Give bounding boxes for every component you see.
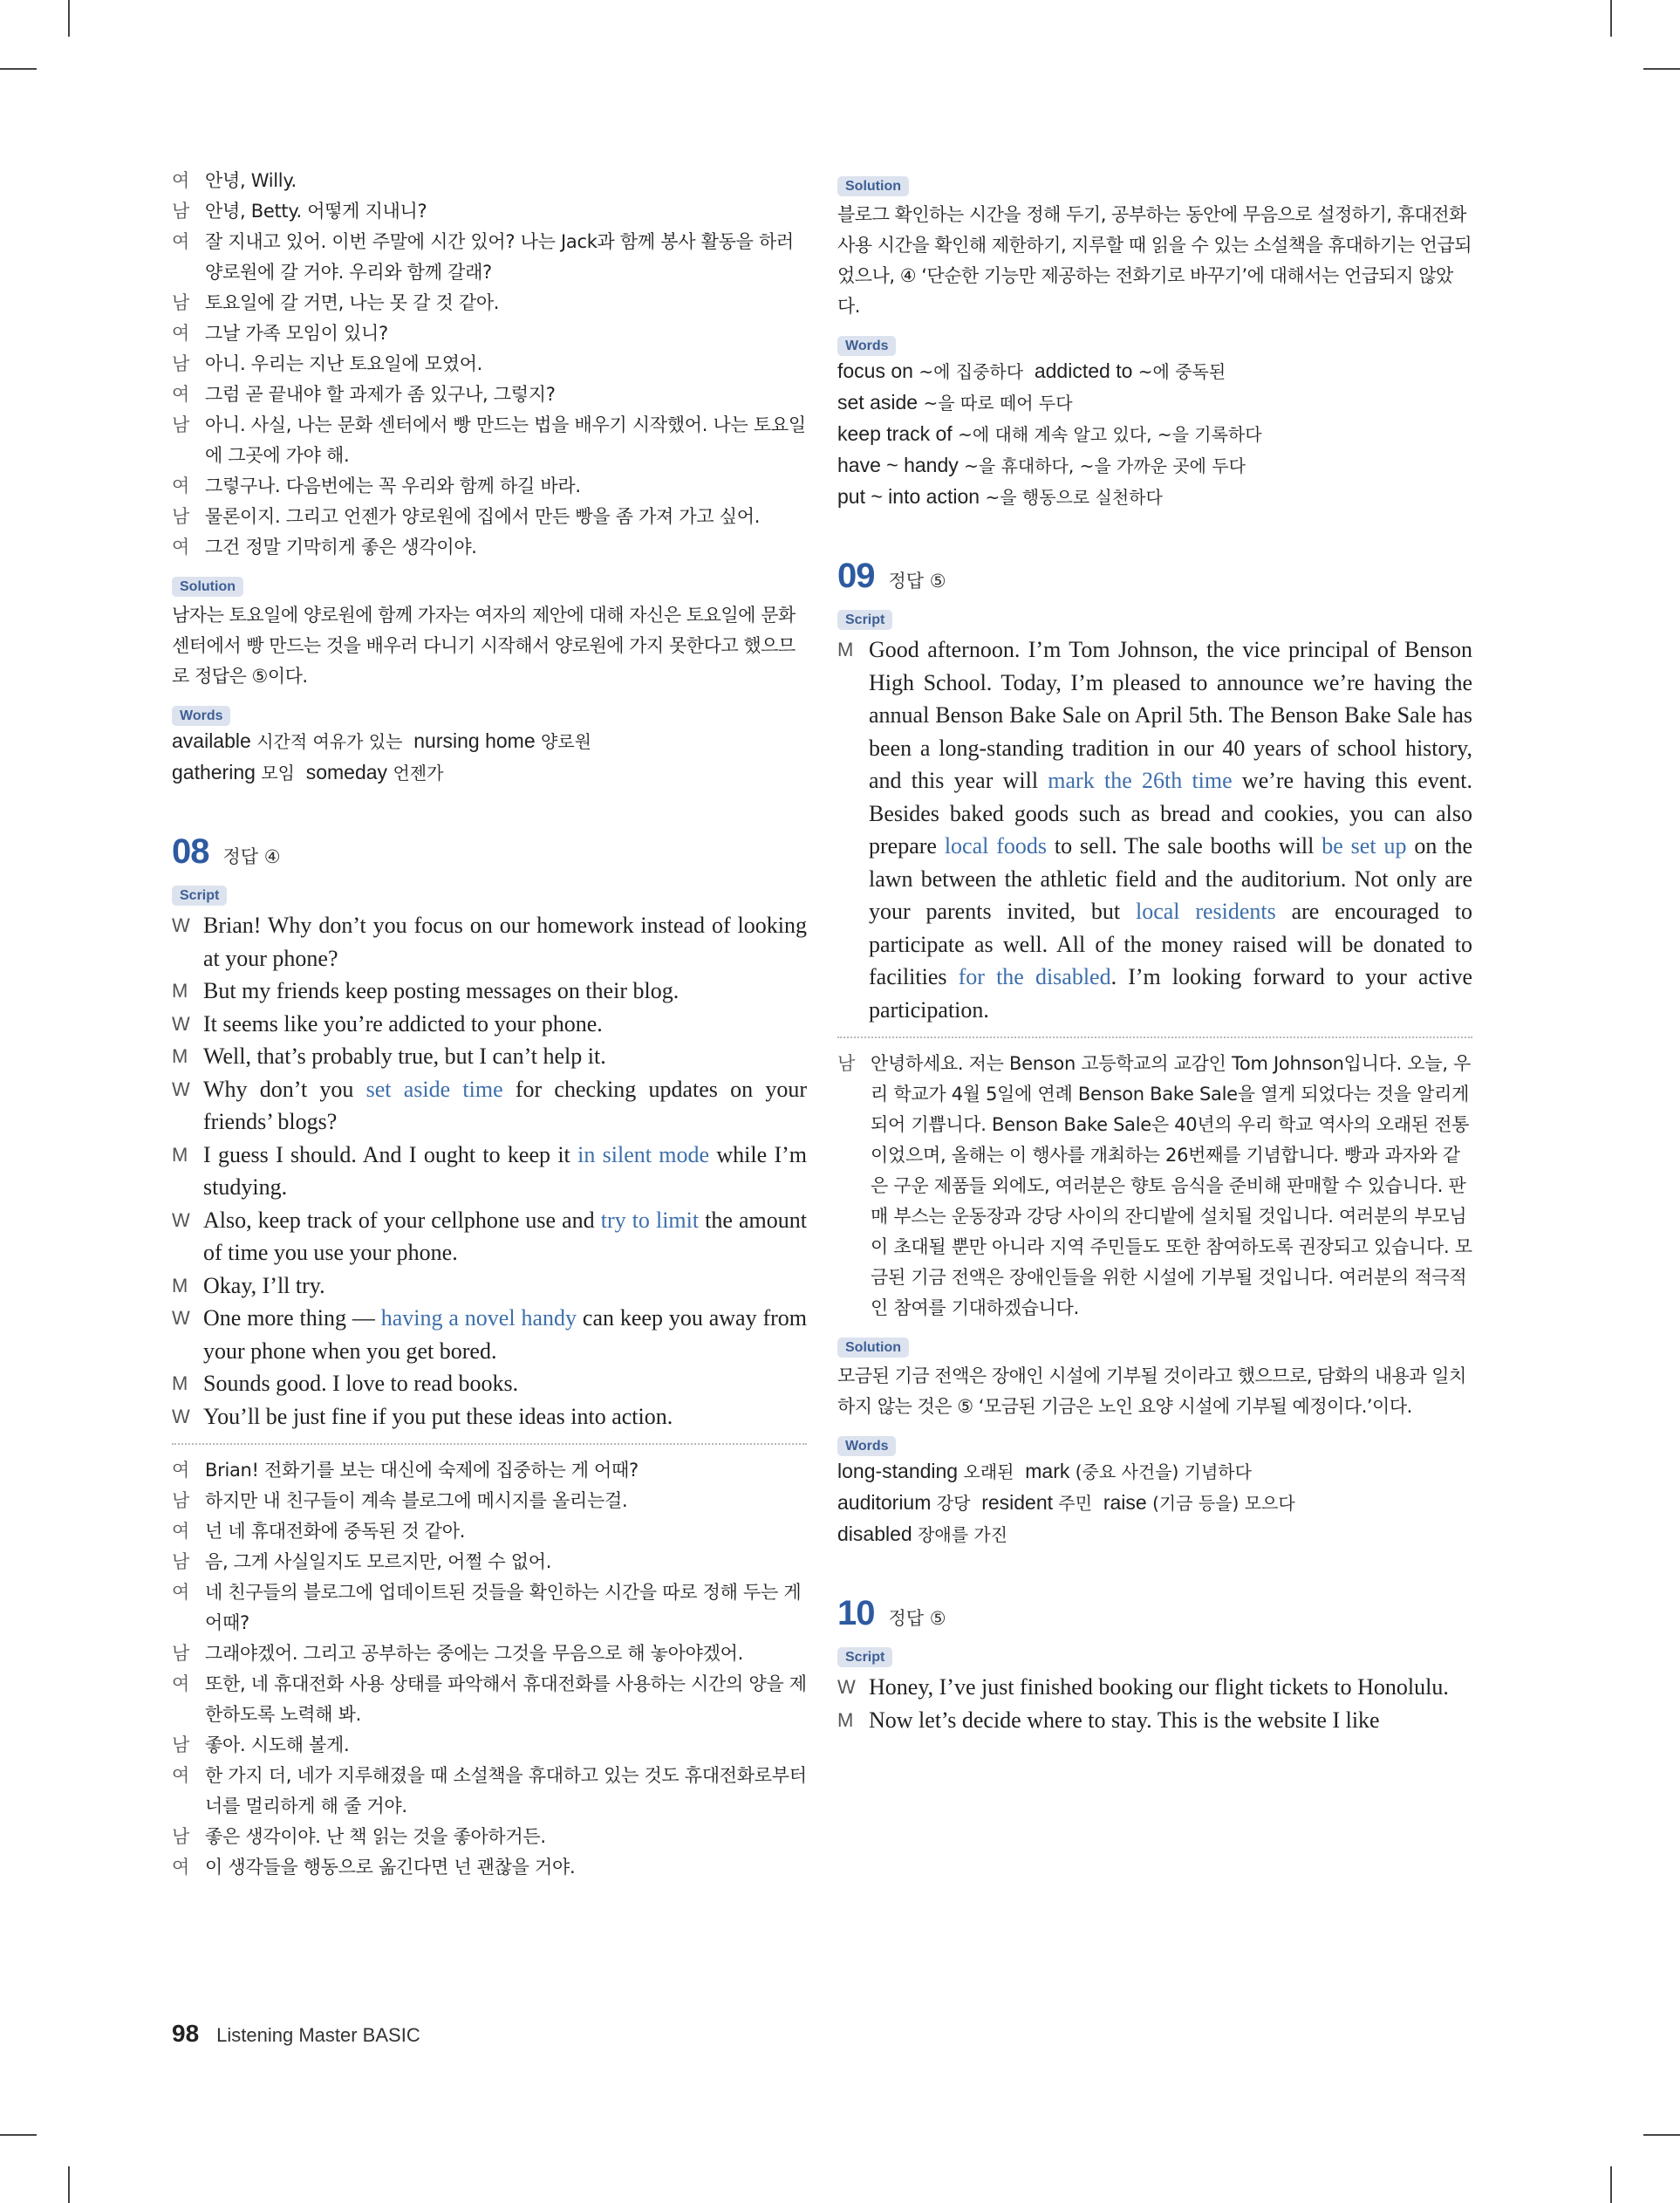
dialog-line [172, 1577, 807, 1639]
script-text [203, 1269, 807, 1303]
answer-label: 정답 ⑤ [888, 571, 946, 592]
word-meaning: (중요 사건을) 기념하다 [1075, 1461, 1252, 1482]
words-line [837, 482, 1472, 513]
script-badge: Script [172, 886, 227, 906]
speaker-label: W [172, 1208, 190, 1231]
dialog-line [172, 532, 807, 563]
words-line [172, 757, 807, 789]
script-badge: Script [837, 1647, 892, 1667]
words-badge: Words [837, 336, 896, 356]
word-meaning: (기금 등을) 모으다 [1152, 1493, 1295, 1514]
dialog-line [172, 1730, 807, 1761]
word-term: nursing home [402, 729, 541, 752]
solution-badge: Solution [837, 176, 909, 196]
word-term: put ~ into action [837, 485, 986, 508]
dialog-line [172, 502, 807, 532]
speaker-label: 여 [172, 384, 189, 405]
dialog-text: 이 생각들을 행동으로 옮긴다면 넌 괜찮을 거야. [205, 1857, 576, 1878]
word-term: keep track of [837, 422, 959, 445]
script-fragment: are encouraged to participate as well. All of the money raised will be donated to facilities [869, 899, 1472, 989]
word-term: have ~ handy [837, 454, 965, 476]
dialog-text: 그럼 곧 끝내야 할 과제가 좀 있구나, 그렇지? [205, 384, 556, 405]
speaker-label: 여 [172, 1673, 189, 1694]
speaker-label: W [172, 1307, 190, 1329]
dialog-text: 그날 가족 모임이 있니? [205, 323, 388, 344]
word-term: raise [1092, 1491, 1153, 1514]
dialog-text: 또한, 네 휴대전화 사용 상태를 파악해서 휴대전화를 사용하는 시간의 양을 제한하도록 노력해 봐. [205, 1673, 807, 1725]
question-header [837, 1594, 1472, 1633]
question-number: 10 [837, 1594, 875, 1632]
script-text [203, 1008, 807, 1041]
dialog-line [172, 318, 807, 349]
speaker-label: M [172, 1143, 188, 1166]
script-line [172, 1367, 807, 1400]
question-header [837, 557, 1472, 596]
speaker-label: 남 [172, 201, 189, 222]
word-term: gathering [172, 761, 262, 783]
speaker-label: 여 [172, 323, 189, 344]
q07-words-list [172, 726, 807, 789]
script-fragment: the amount of time you use your phone. [203, 1207, 807, 1265]
q10-english-script [837, 1671, 1472, 1736]
script-line [172, 1400, 807, 1433]
speaker-label: 남 [837, 1053, 855, 1074]
script-fragment: Sounds good. I love to read books. [203, 1371, 519, 1396]
dialog-text: 토요일에 갈 거면, 나는 못 갈 것 같아. [205, 292, 500, 313]
highlighted-phrase: in silent mode [577, 1141, 710, 1167]
dialog-text: 안녕, Willy. [205, 170, 297, 191]
word-meaning: ~을 행동으로 실천하다 [985, 487, 1163, 508]
dialog-text: 잘 지내고 있어. 이번 주말에 시간 있어? 나는 Jack과 함께 봉사 활동을 하러 양로원에 갈 거야. 우리와 함께 갈래? [205, 231, 794, 283]
word-meaning: ~을 따로 떼어 두다 [923, 393, 1073, 414]
q09-korean-dialog [837, 1049, 1472, 1324]
script-line [837, 633, 1472, 1026]
dialog-line [172, 1822, 807, 1852]
script-line [172, 1073, 807, 1139]
dialog-line [172, 1669, 807, 1730]
script-fragment: for checking updates on your friends’ blogs? [203, 1076, 808, 1134]
dialog-line [172, 349, 807, 380]
script-fragment: Now let’s decide where to stay. This is the website I like [869, 1707, 1380, 1733]
word-meaning: 오래된 [963, 1461, 1014, 1482]
crop-mark [1610, 0, 1612, 37]
crop-mark [68, 0, 70, 37]
script-fragment: I guess I should. And I ought to keep it [203, 1141, 578, 1167]
crop-mark [1643, 2134, 1680, 2136]
script-text [203, 1400, 807, 1433]
word-meaning: ~에 중독된 [1137, 361, 1226, 382]
speaker-label: 남 [172, 1643, 189, 1664]
speaker-label: W [172, 914, 190, 936]
speaker-label: 남 [172, 414, 189, 435]
speaker-label: 남 [172, 1490, 189, 1511]
words-line [837, 1456, 1472, 1488]
highlighted-phrase: be set up [1321, 833, 1407, 859]
script-badge: Script [837, 610, 892, 630]
speaker-label: W [172, 1405, 190, 1427]
dialog-text: 음, 그게 사실일지도 모르지만, 어쩔 수 없어. [205, 1551, 552, 1572]
script-text [203, 1139, 807, 1204]
left-column [172, 166, 807, 1883]
script-fragment: You’ll be just fine if you put these ideas into action. [203, 1403, 673, 1429]
speaker-label: M [837, 1708, 854, 1731]
script-text [203, 1367, 807, 1400]
right-column [837, 166, 1472, 1736]
script-text [869, 633, 1472, 1026]
book-title: Listening Master BASIC [216, 2024, 420, 2046]
speaker-label: 여 [172, 537, 189, 558]
dialog-line [172, 1761, 807, 1822]
script-text [203, 909, 807, 975]
speaker-label: M [172, 980, 188, 1002]
script-text [203, 1040, 807, 1073]
script-fragment: to sell. The sale booths will [1047, 833, 1322, 859]
script-line [172, 1139, 807, 1204]
q08-solution-text: 블로그 확인하는 시간을 정해 두기, 공부하는 동안에 무음으로 설정하기, 휴대전화 사용 시간을 확인해 제한하기, 지루할 때 읽을 수 있는 소설책을 휴대하기는 언급되었으나, ④ ‘단순한 기능만 제공하는 전화기로 바꾸기’에 대해서는 언급되지 않았다. [837, 204, 1472, 317]
word-term: someday [294, 761, 393, 783]
script-line [172, 1269, 807, 1303]
word-meaning: 언젠가 [393, 763, 444, 783]
dialog-line [172, 1852, 807, 1883]
script-line [172, 1040, 807, 1073]
dialog-text: 안녕, Betty. 어떻게 지내니? [205, 201, 427, 222]
speaker-label: W [172, 1078, 190, 1100]
word-term: addicted to [1023, 359, 1138, 382]
q09-solution-text: 모금된 기금 전액은 장애인 시설에 기부될 것이라고 했으므로, 담화의 내용과 일치하지 않는 것은 ⑤ ‘모금된 기금은 노인 요양 시설에 기부될 예정이다.’이다. [837, 1365, 1466, 1417]
crop-mark [0, 2134, 37, 2136]
word-term: mark [1014, 1460, 1076, 1482]
section-divider [172, 1443, 807, 1445]
dialog-text: 그렇구나. 다음번에는 꼭 우리와 함께 하길 바라. [205, 475, 581, 496]
solution-badge: Solution [172, 577, 243, 597]
script-line [172, 1302, 807, 1367]
script-fragment: Well, that’s probably true, but I can’t help it. [203, 1043, 606, 1069]
words-line [172, 726, 807, 757]
dialog-text: 물론이지. 그리고 언젠가 양로원에 집에서 만든 빵을 좀 가져 가고 싶어. [205, 506, 761, 527]
word-meaning: ~을 휴대하다, ~을 가까운 곳에 두다 [964, 455, 1246, 476]
script-text [203, 975, 807, 1008]
script-line [837, 1704, 1472, 1737]
question-number: 08 [172, 832, 209, 871]
script-text [203, 1302, 807, 1367]
speaker-label: 여 [172, 231, 189, 252]
script-fragment: Brian! Why don’t you focus on our homework instead of looking at your phone? [203, 913, 807, 971]
word-term: disabled [837, 1522, 919, 1545]
dialog-text: 안녕하세요. 저는 Benson 고등학교의 교감인 Tom Johnson입니다. 오늘, 우리 학교가 4월 5일에 연례 Benson Bake Sale을 열게 되었다는 것을 알리게 되어 기쁩니다. Benson Bake Sale은 40년의 우리 학교 역사의 오래된 전통이었으며, 올해는 이 행사를 개최하는 26번째를 기념합니다. 빵과 과자와 같은 구운 제품들 외에도, 여러분은 향토 음식을 준비해 판매할 수 있습니다. 판매 부스는 운동장과 강당 사이의 잔디밭에 설치될 것입니다. 여러분의 부모님이 초대될 뿐만 아니라 지역 주민들도 또한 참여하도록 권장되고 있습니다. 모금된 기금 전액은 장애인들을 위한 시설에 기부될 것입니다. 여러분의 적극적인 참여를 기대하겠습니다. [871, 1053, 1472, 1318]
script-fragment: on the lawn between the athletic field and the auditorium. Not only are your parents invited, but [869, 833, 1472, 924]
script-fragment: while I’m studying. [203, 1141, 807, 1200]
word-meaning: 모임 [261, 763, 295, 783]
crop-mark [0, 68, 37, 70]
words-badge: Words [172, 706, 230, 726]
script-line [172, 909, 807, 975]
question-number: 09 [837, 557, 875, 595]
dialog-text: 그건 정말 기막히게 좋은 생각이야. [205, 537, 477, 558]
word-meaning: ~에 집중하다 [919, 361, 1024, 382]
speaker-label: M [837, 639, 854, 660]
highlighted-phrase: local foods [944, 833, 1048, 859]
dialog-text: Brian! 전화기를 보는 대신에 숙제에 집중하는 게 어때? [205, 1460, 639, 1481]
highlighted-phrase: local residents [1135, 899, 1276, 924]
answer-label: 정답 ④ [222, 846, 281, 867]
dialog-line [172, 1516, 807, 1547]
script-fragment: Also, keep track of your cellphone use and [203, 1207, 601, 1233]
script-line [172, 1204, 807, 1269]
highlighted-phrase: having a novel handy [380, 1305, 577, 1331]
word-term: available [172, 729, 257, 752]
script-fragment: we’re having this event. Besides baked goods such as bread and cookies, you can also prepare [869, 768, 1472, 859]
crop-mark [1610, 2166, 1612, 2203]
speaker-label: W [172, 1012, 190, 1035]
dialog-line [172, 166, 807, 196]
words-line [837, 387, 1472, 419]
script-line [172, 975, 807, 1008]
section-divider [837, 1037, 1472, 1038]
dialog-line [172, 471, 807, 502]
dialog-text: 그래야겠어. 그리고 공부하는 중에는 그것을 무음으로 해 놓아야겠어. [205, 1643, 743, 1664]
word-meaning: 강당 [936, 1493, 971, 1514]
speaker-label: 여 [172, 1460, 189, 1481]
speaker-label: 여 [172, 1765, 189, 1786]
script-fragment: Okay, I’ll try. [203, 1272, 325, 1298]
q07-korean-dialog [172, 166, 807, 563]
script-text [869, 1704, 1472, 1737]
answer-label: 정답 ⑤ [888, 1608, 946, 1629]
speaker-label: 남 [172, 1551, 189, 1572]
speaker-label: W [837, 1676, 856, 1698]
word-term: focus on [837, 359, 919, 382]
script-fragment: Why don’t you [203, 1076, 366, 1102]
q08-words-list [837, 356, 1472, 513]
speaker-label: 남 [172, 353, 189, 374]
words-line [837, 419, 1472, 450]
script-line [172, 1008, 807, 1041]
dialog-line [172, 1455, 807, 1486]
dialog-line [172, 227, 807, 288]
q09-words-list [837, 1456, 1472, 1550]
dialog-line [172, 196, 807, 227]
crop-mark [68, 2166, 70, 2203]
words-line [837, 1519, 1472, 1550]
script-fragment: can keep you away from your phone when you get bored. [203, 1305, 808, 1364]
speaker-label: 여 [172, 1857, 189, 1878]
dialog-line [172, 288, 807, 318]
script-fragment: It seems like you’re addicted to your phone. [203, 1010, 603, 1037]
question-header [172, 832, 807, 872]
dialog-line [172, 380, 807, 410]
dialog-text: 좋아. 시도해 볼게. [205, 1734, 350, 1755]
word-meaning: 시간적 여유가 있는 [256, 731, 403, 752]
q08-english-script [172, 909, 807, 1433]
speaker-label: 남 [172, 1734, 189, 1755]
word-term: resident [970, 1491, 1059, 1514]
word-meaning: 주민 [1058, 1493, 1093, 1514]
crop-mark [1643, 68, 1680, 70]
script-fragment: Honey, I’ve just finished booking our flight tickets to Honolulu. [869, 1674, 1449, 1700]
page-number: 98 [172, 2020, 200, 2047]
dialog-line [172, 1547, 807, 1577]
solution-badge: Solution [837, 1338, 909, 1358]
script-text [203, 1073, 807, 1139]
speaker-label: 남 [172, 1826, 189, 1847]
page-footer [172, 2020, 420, 2048]
speaker-label: 여 [172, 170, 189, 191]
q07-solution-text: 남자는 토요일에 양로원에 함께 가자는 여자의 제안에 대해 자신은 토요일에 문화 센터에서 빵 만드는 것을 배우러 다니기 시작해서 양로원에 가지 못한다고 했으므로 정답은 ⑤이다. [172, 605, 796, 687]
script-fragment: Good afternoon. I’m Tom Johnson, the vice principal of Benson High School. Today, I’m pleased to announce we’re having the annual Benson Bake Sale on April 5th. The Benson Bake Sale has been a long-standing tradition in our 40 years of school history, and this year will [869, 637, 1472, 793]
dialog-line [172, 410, 807, 471]
dialog-text: 넌 네 휴대전화에 중독된 것 같아. [205, 1521, 466, 1542]
q09-english-script [837, 633, 1472, 1026]
word-term: long-standing [837, 1460, 964, 1482]
highlighted-phrase: mark the 26th time [1048, 768, 1233, 793]
dialog-text: 하지만 내 친구들이 계속 블로그에 메시지를 올리는걸. [205, 1490, 628, 1511]
word-meaning: 양로원 [541, 731, 591, 752]
speaker-label: 남 [172, 506, 189, 527]
speaker-label: M [172, 1372, 188, 1394]
dialog-text: 좋은 생각이야. 난 책 읽는 것을 좋아하거든. [205, 1826, 546, 1847]
q08-korean-dialog [172, 1455, 807, 1883]
script-fragment: One more thing — [203, 1305, 381, 1331]
speaker-label: 여 [172, 1582, 189, 1603]
word-term: set aside [837, 391, 924, 414]
script-fragment: But my friends keep posting messages on their blog. [203, 978, 680, 1003]
speaker-label: 여 [172, 1521, 189, 1542]
word-meaning: 장애를 가진 [918, 1524, 1008, 1545]
words-line [837, 1488, 1472, 1519]
highlighted-phrase: set aside time [365, 1076, 503, 1102]
word-term: auditorium [837, 1491, 937, 1514]
script-line [837, 1671, 1472, 1704]
dialog-line [172, 1486, 807, 1516]
speaker-label: M [172, 1045, 188, 1067]
dialog-text: 한 가지 더, 네가 지루해졌을 때 소설책을 휴대하고 있는 것도 휴대전화로부터 너를 멀리하게 해 줄 거야. [205, 1765, 807, 1816]
dialog-text: 네 친구들의 블로그에 업데이트된 것들을 확인하는 시간을 따로 정해 두는 게 어때? [205, 1582, 802, 1633]
word-meaning: ~에 대해 계속 알고 있다, ~을 기록하다 [958, 424, 1262, 445]
dialog-line [837, 1049, 1472, 1324]
speaker-label: M [172, 1274, 188, 1296]
highlighted-phrase: for the disabled [958, 964, 1111, 989]
script-fragment: . I’m looking forward to your active participation. [869, 964, 1472, 1023]
dialog-line [172, 1639, 807, 1669]
words-line [837, 356, 1472, 387]
dialog-text: 아니. 우리는 지난 토요일에 모였어. [205, 353, 483, 374]
speaker-label: 남 [172, 292, 189, 313]
speaker-label: 여 [172, 475, 189, 496]
dialog-text: 아니. 사실, 나는 문화 센터에서 빵 만드는 법을 배우기 시작했어. 나는 토요일에 그곳에 가야 해. [205, 414, 806, 466]
words-line [837, 450, 1472, 482]
script-text [869, 1671, 1472, 1704]
words-badge: Words [837, 1436, 896, 1456]
script-text [203, 1204, 807, 1269]
highlighted-phrase: try to limit [600, 1207, 700, 1233]
